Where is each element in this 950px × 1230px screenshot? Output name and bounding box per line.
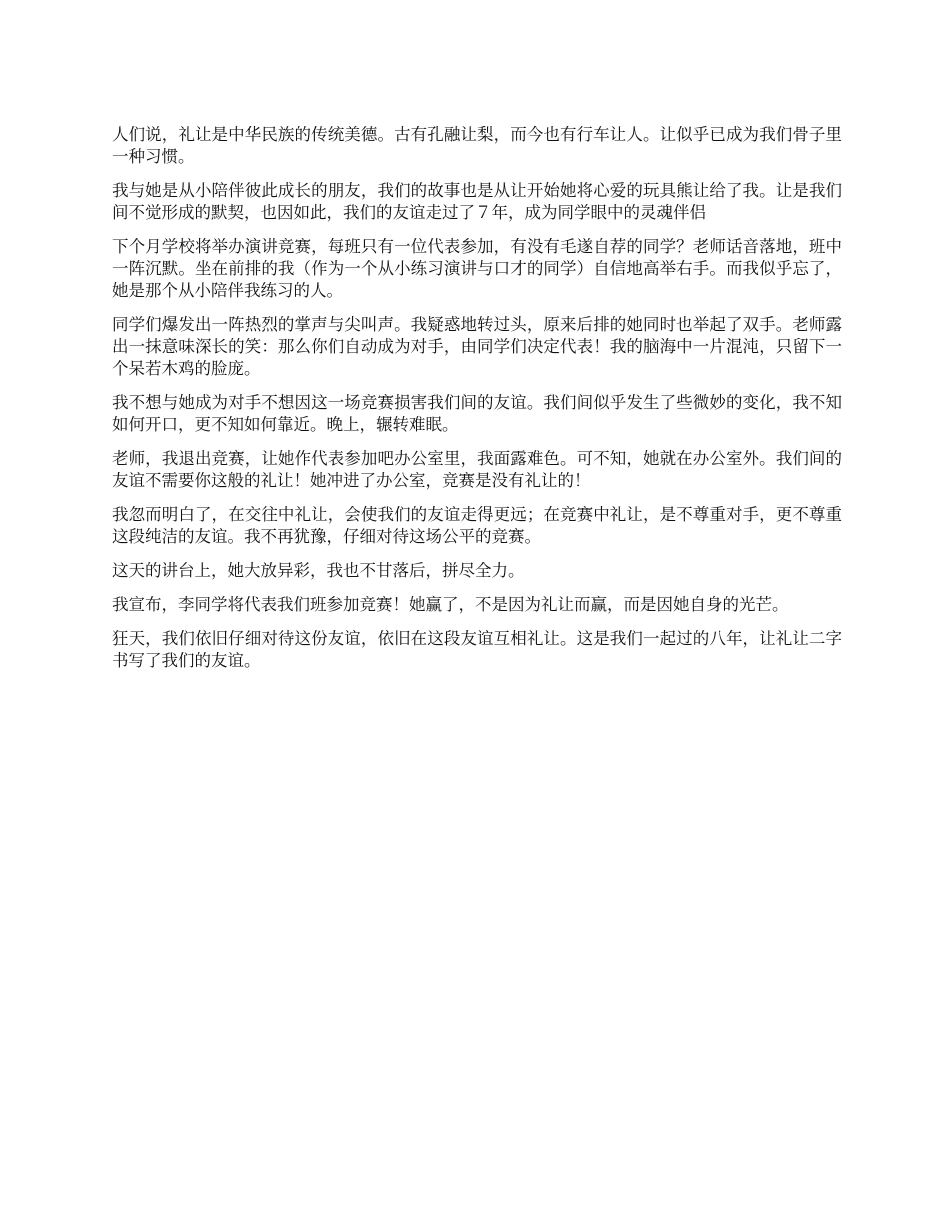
paragraph-4: 同学们爆发出一阵热烈的掌声与尖叫声。我疑惑地转过头，原来后排的她同时也举起了双手。老师露出一抹意味深长的笑：那么你们自动成为对手，由同学们决定代表！我的脑海中一片混沌，只留下一个呆若木鸡的脸庞。 — [112, 315, 842, 378]
paragraph-1: 人们说，礼让是中华民族的传统美德。古有孔融让梨，而今也有行车让人。让似乎已成为我们骨子里一种习惯。 — [112, 125, 842, 166]
paragraph-2: 我与她是从小陪伴彼此成长的朋友，我们的故事也是从让开始她将心爱的玩具熊让给了我。让是我们间不觉形成的默契，也因如此，我们的友谊走过了７年，成为同学眼中的灵魂伴侣 — [112, 181, 842, 222]
paragraph-10: 狂天，我们依旧仔细对待这份友谊，依旧在这段友谊互相礼让。这是我们一起过的八年，让礼让二字书写了我们的友谊。 — [112, 629, 842, 670]
paragraph-3: 下个月学校将举办演讲竞赛，每班只有一位代表参加，有没有毛遂自荐的同学？老师话音落地，班中一阵沉默。坐在前排的我（作为一个从小练习演讲与口才的同学）自信地高举右手。而我似乎忘了，她是那个从小陪伴我练习的人。 — [112, 237, 842, 300]
paragraph-8: 这天的讲台上，她大放异彩，我也不甘落后，拼尽全力。 — [112, 561, 525, 580]
paragraph-9: 我宣布，李同学将代表我们班参加竞赛！她赢了，不是因为礼让而赢，而是因她自身的光芒。 — [112, 595, 789, 614]
paragraph-6: 老师，我退出竞赛，让她作代表参加吧办公室里，我面露难色。可不知，她就在办公室外。我们间的友谊不需要你这般的礼让！她冲进了办公室，竞赛是没有礼让的！ — [112, 449, 842, 490]
document-body — [112, 124, 842, 684]
paragraph-5: 我不想与她成为对手不想因这一场竞赛损害我们间的友谊。我们间似乎发生了些微妙的变化，我不知如何开口，更不知如何靠近。晚上，辗转难眠。 — [112, 393, 842, 434]
paragraph-7: 我忽而明白了，在交往中礼让，会使我们的友谊走得更远；在竞赛中礼让，是不尊重对手，更不尊重这段纯洁的友谊。我不再犹豫，仔细对待这场公平的竞赛。 — [112, 505, 842, 546]
